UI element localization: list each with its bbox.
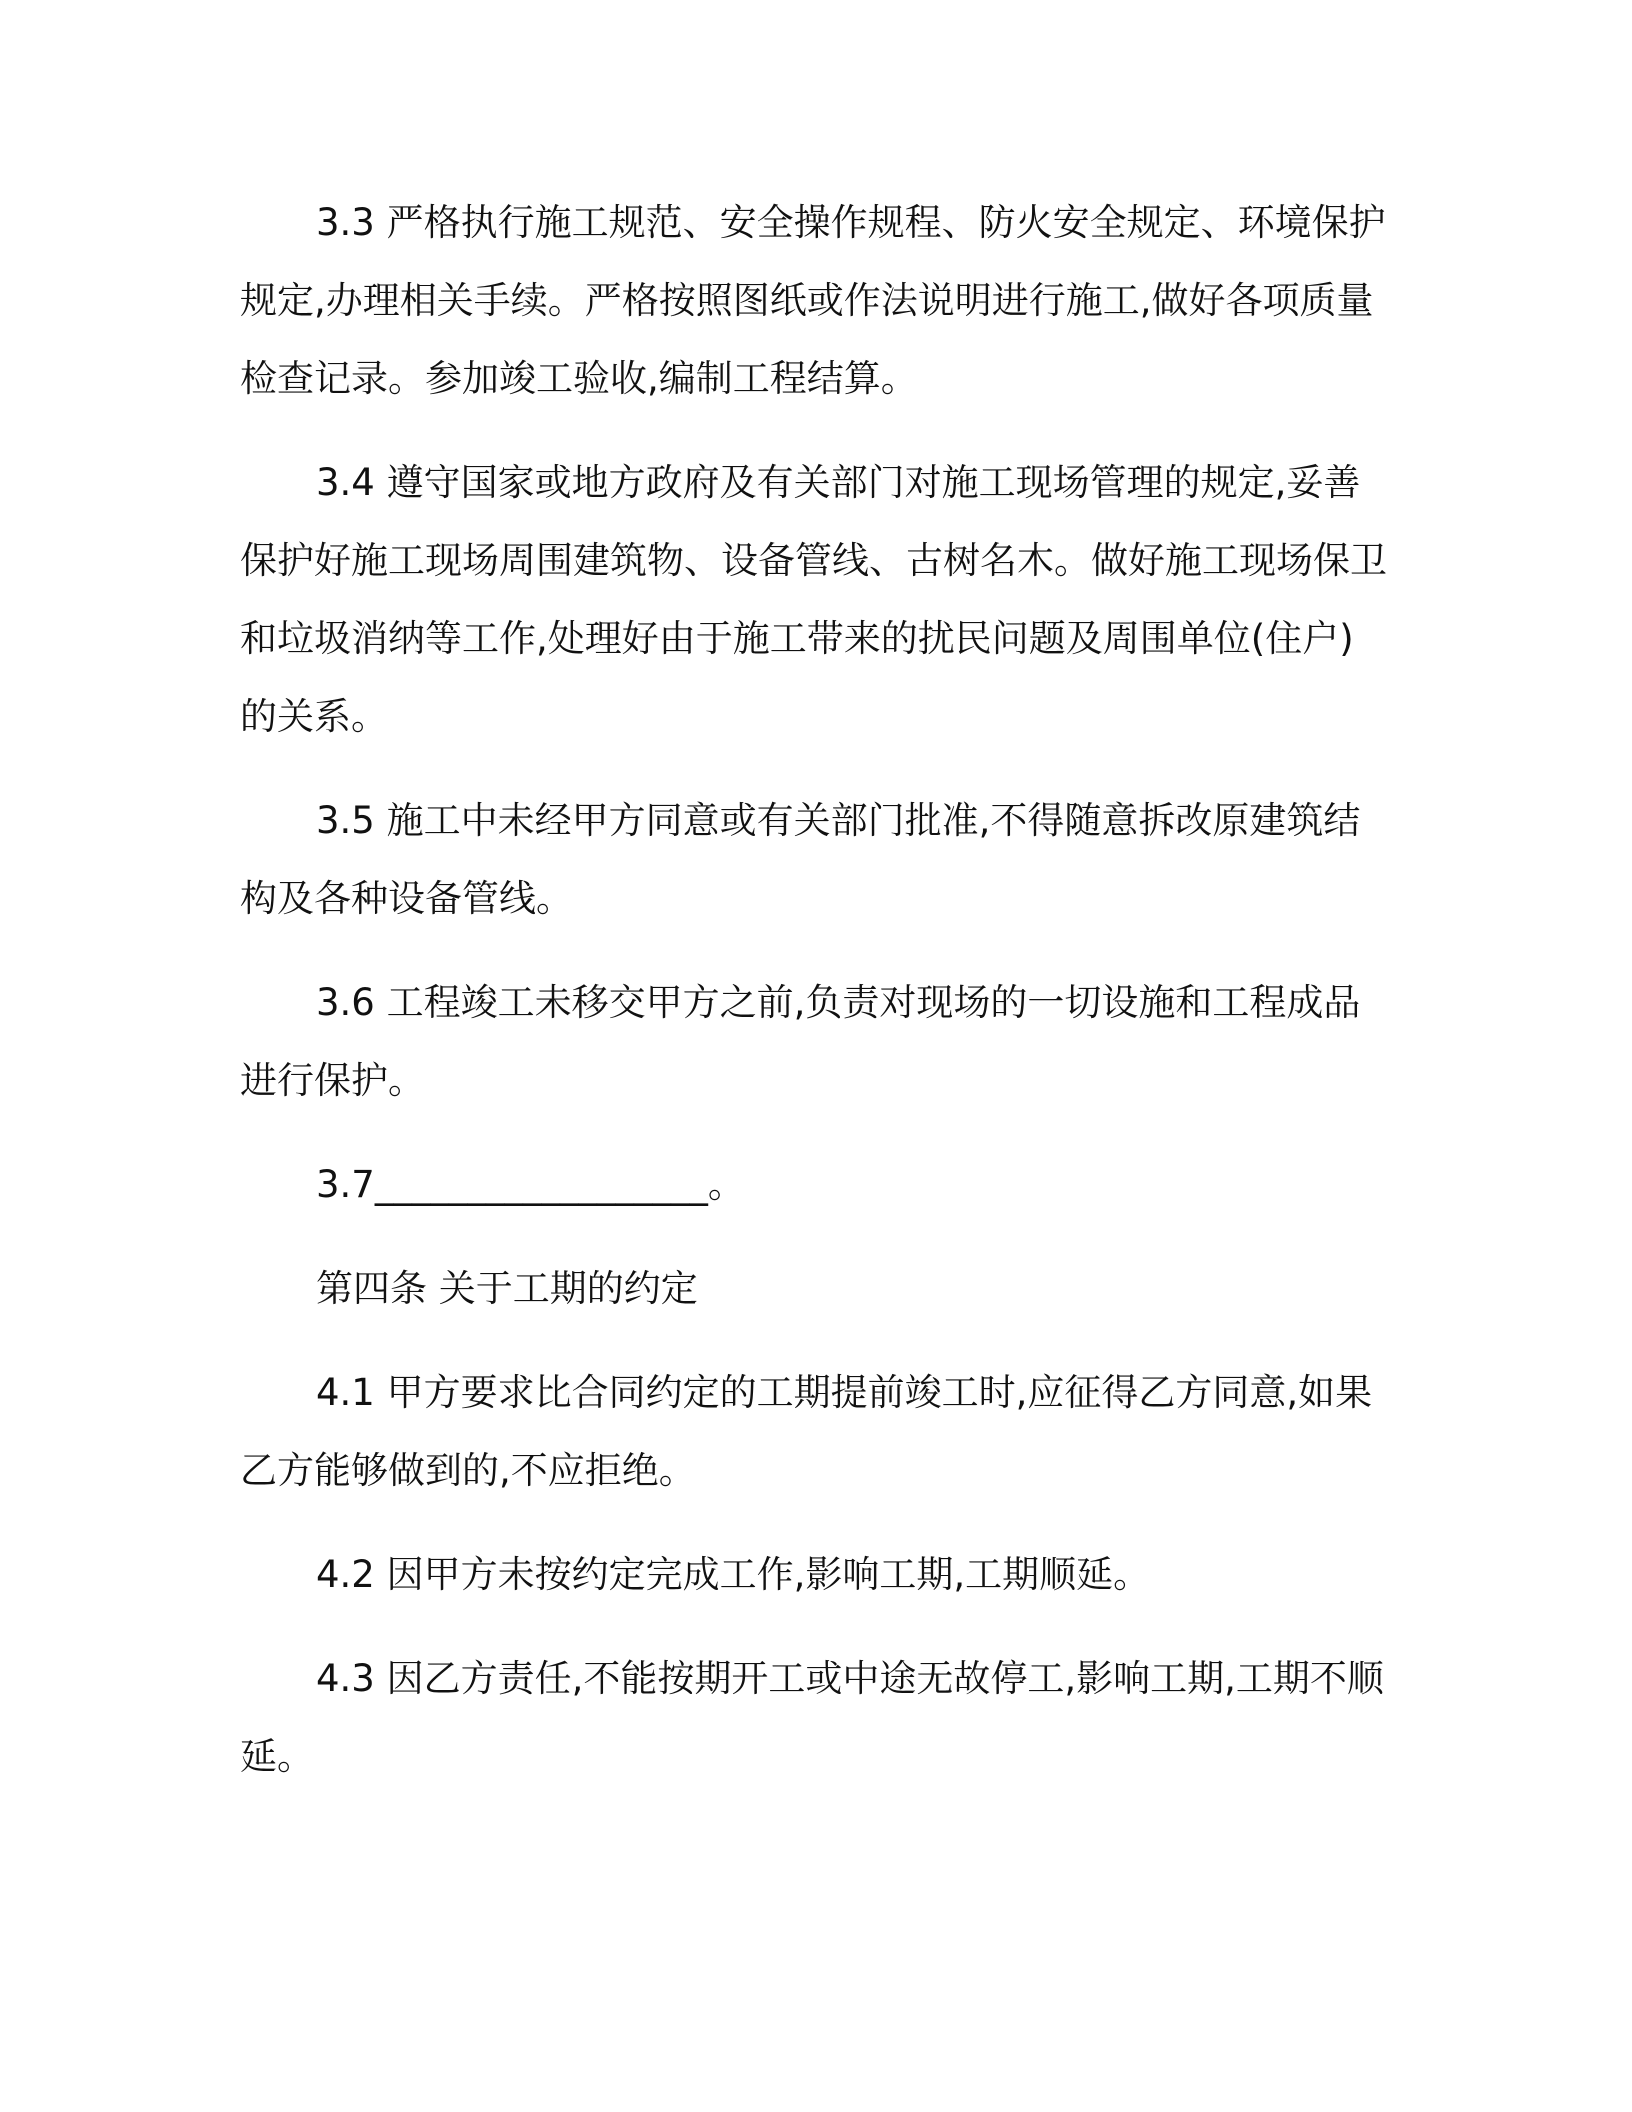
clause-3-6: 3.6 工程竣工未移交甲方之前,负责对现场的一切设施和工程成品进行保护。 bbox=[240, 981, 1361, 1102]
clause-3-3: 3.3 严格执行施工规范、安全操作规程、防火安全规定、环境保护规定,办理相关手续。严格按照图纸或作法说明进行施工,做好各项质量检查记录。参加竣工验收,编制工程结算。 bbox=[240, 201, 1386, 400]
clause-4-3: 4.3 因乙方责任,不能按期开工或中途无故停工,影响工期,工期不顺延。 bbox=[240, 1657, 1384, 1778]
article-4-heading: 第四条 关于工期的约定 bbox=[316, 1267, 698, 1310]
clause-3-4: 3.4 遵守国家或地方政府及有关部门对施工现场管理的规定,妥善保护好施工现场周围建筑物、设备管线、古树名木。做好施工现场保卫和垃圾消纳等工作,处理好由于施工带来的扰民问题及周围单位(住户)的关系。 bbox=[240, 461, 1387, 738]
clause-3-7-blank: 3.7__________________。 bbox=[316, 1163, 745, 1206]
clause-3-5: 3.5 施工中未经甲方同意或有关部门批准,不得随意拆改原建筑结构及各种设备管线。 bbox=[240, 799, 1361, 920]
clause-4-2: 4.2 因甲方未按约定完成工作,影响工期,工期顺延。 bbox=[316, 1553, 1151, 1596]
document-body bbox=[240, 184, 1390, 1822]
clause-4-1: 4.1 甲方要求比合同约定的工期提前竣工时,应征得乙方同意,如果乙方能够做到的,不应拒绝。 bbox=[240, 1371, 1373, 1492]
